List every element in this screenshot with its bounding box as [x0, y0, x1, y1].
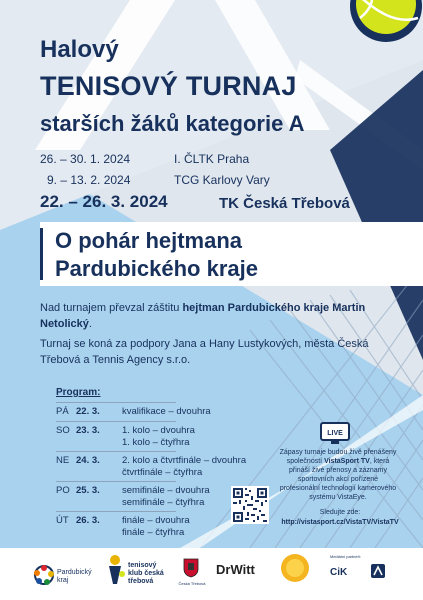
- patronage-text: [40, 300, 370, 332]
- cup-title: [55, 227, 258, 283]
- pardubicky-kraj-label: Pardubický kraj: [57, 569, 92, 584]
- footer-logos: [0, 548, 423, 600]
- patronage-prefix: Nad turnajem převzal záštitu: [40, 302, 183, 314]
- place-1: I. ČLTK Praha: [174, 152, 250, 166]
- main-place: TK Česká Třebová: [219, 195, 350, 212]
- cup-band: [40, 222, 423, 286]
- program-separator: [56, 402, 176, 403]
- town-coat-of-arms-icon: [183, 558, 199, 578]
- tennis-ball-icon: [350, 0, 423, 45]
- support-text: Turnaj se koná za podpory Jana a Hany Lustykových, města Česká Třebová a Tennis Agency s.r.o.: [40, 338, 369, 366]
- juice-logo-icon: [280, 553, 310, 583]
- program-date: 24. 3.: [76, 455, 100, 466]
- cup-line-1: O pohár hejtmana: [55, 228, 243, 253]
- cik-logo: CiK: [330, 567, 348, 578]
- program-event: 2. kolo a čtvrtfinále – dvouhra: [122, 455, 247, 466]
- live-follow: Sledujte zde:: [319, 509, 361, 516]
- live-text-a: Zápasy turnaje budou živě přenášeny společností: [279, 449, 397, 465]
- program-event: finále – dvouhra: [122, 515, 190, 526]
- title-line-2: TENISOVÝ TURNAJ: [40, 71, 297, 101]
- cup-line-2: Pardubického kraje: [55, 256, 258, 281]
- program-event: semifinále – čtyřhra: [122, 497, 205, 508]
- tennis-club-label: tenisový klub česká třebová: [128, 562, 164, 585]
- live-description: [278, 448, 398, 502]
- program-day: PO: [56, 485, 70, 496]
- patronage-bold: hejtman Pardubického kraje Martin Netolický: [40, 302, 366, 330]
- program-event: kvalifikace – dvouhra: [122, 406, 211, 417]
- program-day: NE: [56, 455, 70, 466]
- patronage-suffix: .: [88, 318, 92, 330]
- program-date: 25. 3.: [76, 485, 100, 496]
- live-url[interactable]: http://vistasport.cz/VistaTV/VistaTV: [281, 519, 399, 526]
- program-day: ÚT: [56, 515, 69, 526]
- date-2: 9. – 13. 2. 2024: [47, 173, 131, 187]
- program-date: 23. 3.: [76, 425, 100, 436]
- cup-band-bar: [40, 228, 43, 280]
- live-text-b: , která přináší živé přenosy a záznamy sportovních akcí pořízené profesionální technologií kamerového systému VistaEye.: [279, 458, 397, 501]
- program-event: finále – čtyřhra: [122, 527, 185, 538]
- program-separator: [56, 421, 176, 422]
- program-event: 1. kolo – čtyřhra: [122, 437, 190, 448]
- program-day: SO: [56, 425, 70, 436]
- title-line-1: Halový: [40, 36, 119, 63]
- qr-code-icon[interactable]: [231, 486, 269, 524]
- town-label: Česká Třebová: [178, 581, 206, 586]
- date-1: 26. – 30. 1. 2024: [40, 152, 131, 166]
- program-separator: [56, 451, 176, 452]
- program-event: čtvrtfinále – čtyřhra: [122, 467, 203, 478]
- program-event: 1. kolo – dvouhra: [122, 425, 195, 436]
- live-brand: VistaSport TV: [324, 458, 370, 465]
- program-title: Program:: [56, 387, 101, 398]
- program-separator: [56, 511, 176, 512]
- place-2: TCG Karlovy Vary: [174, 173, 270, 187]
- tv-live-icon: [320, 422, 350, 446]
- media-partners-label: Mediální partneři:: [330, 554, 361, 559]
- program-date: 22. 3.: [76, 406, 100, 417]
- main-date: 22. – 26. 3. 2024: [40, 192, 168, 211]
- program-separator: [56, 481, 176, 482]
- program-day: PÁ: [56, 406, 69, 417]
- title-line-3: starších žáků kategorie A: [40, 111, 305, 136]
- live-badge: LIVE: [327, 430, 343, 437]
- pardubicky-kraj-icon: [34, 564, 54, 586]
- tennis-club-icon: [105, 554, 127, 586]
- program-date: 26. 3.: [76, 515, 100, 526]
- drwitt-logo: DrWitt: [216, 562, 255, 577]
- program-event: semifinále – dvouhra: [122, 485, 210, 496]
- media-partner-icon: [370, 563, 386, 579]
